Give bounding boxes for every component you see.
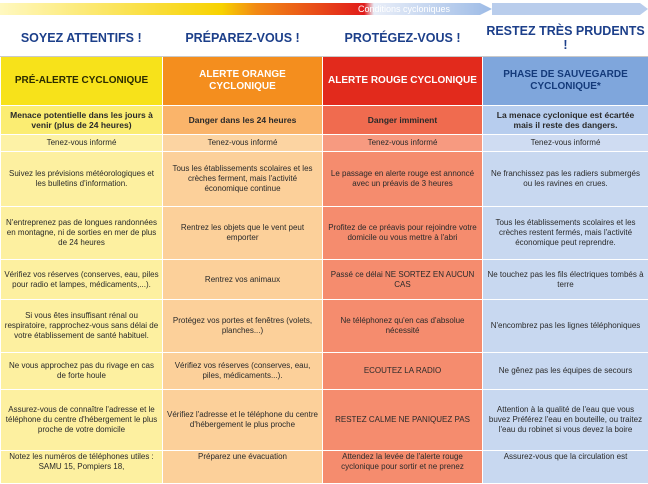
advice-row <box>1 207 648 260</box>
alert-level-orange: ALERTE ORANGE CYCLONIQUE <box>163 57 323 106</box>
advice-cell: Le passage en alerte rouge est annoncé avec un préavis de 3 heures <box>323 152 483 207</box>
advice-row <box>1 451 648 484</box>
danger-description: Danger dans les 24 heures <box>163 106 323 135</box>
advice-cell: Attendez la levée de l'alerte rouge cyclonique pour sortir et ne prenez <box>323 451 483 484</box>
advice-cell: Tous les établissements scolaires et les crèches ferment, mais l'activité économique continue <box>163 152 323 207</box>
advice-cell: Préparez une évacuation <box>163 451 323 484</box>
column-header: RESTEZ TRÈS PRUDENTS ! <box>483 20 648 57</box>
advice-cell: Protégez vos portes et fenêtres (volets, planches...) <box>163 300 323 353</box>
advice-cell: Ne franchissez pas les radiers submergés ou les ravines en crues. <box>483 152 648 207</box>
advice-cell: Ne téléphonez qu'en cas d'absolue nécessité <box>323 300 483 353</box>
advice-cell: Vérifiez vos réserves (conserves, eau, piles pour radio et lampes, médicaments,...). <box>1 260 163 300</box>
column-header: PROTÉGEZ-VOUS ! <box>323 20 483 57</box>
column-header: SOYEZ ATTENTIFS ! <box>1 20 163 57</box>
header-row <box>1 20 648 57</box>
advice-cell: N'entreprenez pas de longues randonnées en montagne, ni de sorties en mer de plus de 24 heures <box>1 207 163 260</box>
stay-informed-row <box>1 135 648 152</box>
cyclone-conditions-arrow <box>0 0 648 18</box>
advice-row <box>1 353 648 390</box>
advice-cell: Ne gênez pas les équipes de secours <box>483 353 648 390</box>
alert-level-rouge: ALERTE ROUGE CYCLONIQUE <box>323 57 483 106</box>
advice-cell: Vérifiez l'adresse et le téléphone du centre d'hébergement le plus proche <box>163 390 323 451</box>
alert-level-sauvegarde: PHASE DE SAUVEGARDE CYCLONIQUE* <box>483 57 648 106</box>
advice-cell: Rentrez vos animaux <box>163 260 323 300</box>
danger-description: La menace cyclonique est écartée mais il reste des dangers. <box>483 106 648 135</box>
advice-cell: Si vous êtes insuffisant rénal ou respiratoire, rapprochez-vous sans délai de votre établissement de santé habituel. <box>1 300 163 353</box>
advice-cell: ECOUTEZ LA RADIO <box>323 353 483 390</box>
advice-cell: Vérifiez vos réserves (conserves, eau, piles, médicaments...). <box>163 353 323 390</box>
advice-cell: RESTEZ CALME NE PANIQUEZ PAS <box>323 390 483 451</box>
advice-cell: Ne vous approchez pas du rivage en cas de forte houle <box>1 353 163 390</box>
advice-row <box>1 390 648 451</box>
stay-informed: Tenez-vous informé <box>1 135 163 152</box>
advice-cell: Profitez de ce préavis pour rejoindre votre domicile ou vous mettre à l'abri <box>323 207 483 260</box>
advice-cell: Rentrez les objets que le vent peut emporter <box>163 207 323 260</box>
cyclone-conditions-label: Conditions cycloniques <box>330 2 478 16</box>
danger-description: Danger imminent <box>323 106 483 135</box>
danger-description-row <box>1 106 648 135</box>
stay-informed: Tenez-vous informé <box>483 135 648 152</box>
advice-cell: Ne touchez pas les fils électriques tombés à terre <box>483 260 648 300</box>
stay-informed: Tenez-vous informé <box>163 135 323 152</box>
advice-cell: N'encombrez pas les lignes téléphoniques <box>483 300 648 353</box>
advice-cell: Suivez les prévisions météorologiques et les bulletins d'information. <box>1 152 163 207</box>
alert-level-row <box>1 57 648 106</box>
advice-cell: Passé ce délai NE SORTEZ EN AUCUN CAS <box>323 260 483 300</box>
advice-cell: Assurez-vous que la circulation est <box>483 451 648 484</box>
cyclone-alert-table <box>0 19 648 484</box>
alert-level-pre-alerte: PRÉ-ALERTE CYCLONIQUE <box>1 57 163 106</box>
advice-row <box>1 260 648 300</box>
advice-cell: Tous les établissements scolaires et les crèches restent fermés, mais l'activité économique peut reprendre. <box>483 207 648 260</box>
column-header: PRÉPAREZ-VOUS ! <box>163 20 323 57</box>
advice-cell: Assurez-vous de connaître l'adresse et le téléphone du centre d'hébergement le plus proche de votre domicile <box>1 390 163 451</box>
advice-row <box>1 300 648 353</box>
advice-row <box>1 152 648 207</box>
danger-description: Menace potentielle dans les jours à venir (plus de 24 heures) <box>1 106 163 135</box>
stay-informed: Tenez-vous informé <box>323 135 483 152</box>
advice-cell: Notez les numéros de téléphones utiles : SAMU 15, Pompiers 18, <box>1 451 163 484</box>
advice-cell: Attention à la qualité de l'eau que vous buvez Préférez l'eau en bouteille, ou traitez l'eau du robinet si vous devez la boire <box>483 390 648 451</box>
